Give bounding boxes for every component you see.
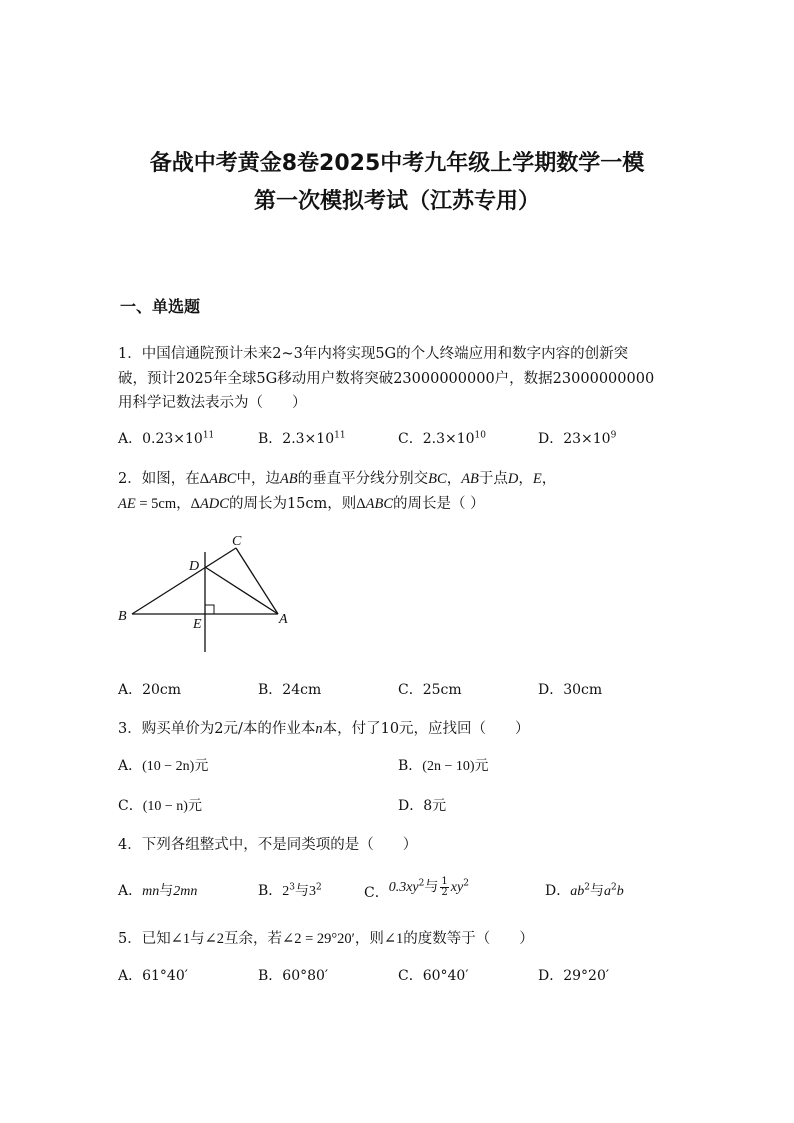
line-ca xyxy=(236,548,278,614)
q1-line-2: 破，预计2025年全球5G移动用户数将突破23000000000户，数据23000000000 xyxy=(118,371,655,387)
line-bc xyxy=(132,548,236,614)
title-line-1: 备战中考黄金8卷2025中考九年级上学期数学一模 xyxy=(149,151,645,176)
line-da xyxy=(205,567,278,614)
q2-option-a[interactable]: A．20cm xyxy=(118,682,182,698)
q2-option-b[interactable]: B．24cm xyxy=(258,682,322,698)
q4-stem: 4．下列各组整式中，不是同类项的是（ ） xyxy=(118,837,418,853)
q3-option-a[interactable]: A．(10 − 2n)元 xyxy=(118,758,209,774)
label-b: B xyxy=(118,609,127,624)
q4-option-d[interactable]: D．$ab^2$与$a^2b$ xyxy=(545,882,624,899)
q5-option-a[interactable]: A．61°40′ xyxy=(118,968,188,984)
q4-option-c[interactable]: C．$0.3xy^2$与 $\frac{1}{2}$ $xy^2$ xyxy=(364,875,469,901)
q3-option-d[interactable]: D．8元 xyxy=(398,798,447,814)
title-line-2: 第一次模拟考试（江苏专用） xyxy=(253,189,540,214)
q1-line-3: 用科学记数法表示为（ ） xyxy=(118,395,307,411)
q2-line-1: 2．如图，在ΔABC中，边AB的垂直平分线分别交BC，AB于点D，E， xyxy=(118,471,557,487)
q3-option-b[interactable]: B．(2n − 10)元 xyxy=(398,758,489,774)
q1-option-b[interactable]: B．$2.3\times 10^{11}$ xyxy=(258,430,346,447)
label-c: C xyxy=(232,534,242,549)
q2-option-c[interactable]: C．25cm xyxy=(398,682,462,698)
right-angle-mark xyxy=(205,605,214,614)
q1-line-1: 1．中国信通院预计未来2~3年内将实现5G的个人终端应用和数字内容的创新突 xyxy=(118,346,629,362)
label-e: E xyxy=(193,617,202,632)
label-d: D xyxy=(189,559,200,574)
q1-option-d[interactable]: D．$23\times 10^9$ xyxy=(538,430,617,447)
triangle-figure xyxy=(112,530,302,660)
q3-stem: 3．购买单价为2元/本的作业本n本，付了10元，应找回（ ） xyxy=(118,721,530,737)
q5-option-d[interactable]: D．29°20′ xyxy=(538,968,610,984)
q4-option-b[interactable]: B．$2^3$与$3^2$ xyxy=(258,882,322,899)
fraction-one-half: $\frac{1}{2}$ xyxy=(441,875,448,898)
q1-option-a[interactable]: A．$0.23\times 10^{11}$ xyxy=(118,430,215,447)
q2-line-2: AE = 5cm，ΔADC的周长为15cm，则ΔABC的周长是（ ） xyxy=(118,496,485,512)
q5-stem: 5．已知∠1与∠2互余，若∠2 = 29°20′，则∠1的度数等于（ ） xyxy=(118,931,534,947)
label-a: A xyxy=(279,612,288,627)
q3-option-c[interactable]: C．(10 − n)元 xyxy=(118,798,202,814)
q5-option-c[interactable]: C．60°40′ xyxy=(398,968,469,984)
q5-option-b[interactable]: B．60°80′ xyxy=(258,968,329,984)
q4-option-a[interactable]: A．mn与2mn xyxy=(118,883,198,899)
section-heading: 一、单选题 xyxy=(120,297,201,316)
q1-option-c[interactable]: C．$2.3\times 10^{10}$ xyxy=(398,430,486,447)
q2-option-d[interactable]: D．30cm xyxy=(538,682,603,698)
